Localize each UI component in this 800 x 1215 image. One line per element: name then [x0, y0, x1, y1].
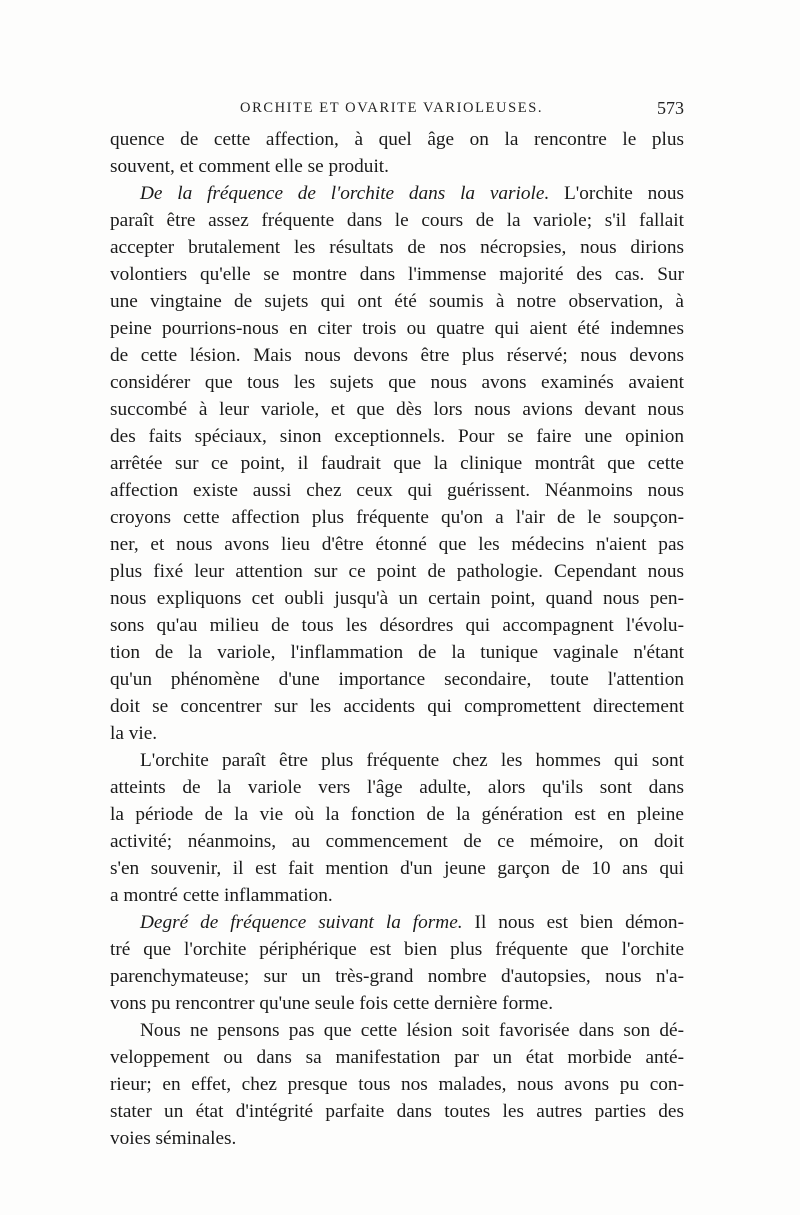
line-text: arrêtée sur ce point, il faudrait que la clinique montrât que cette: [110, 453, 684, 474]
text-line: [110, 882, 684, 909]
page-number: 573: [657, 98, 684, 118]
text-line: [110, 909, 684, 936]
text-line: [110, 423, 684, 450]
text-line: [110, 1071, 684, 1098]
text-line: [110, 1044, 684, 1071]
line-text: la période de la vie où la fonction de la génération est en pleine: [110, 804, 684, 825]
text-line: [110, 801, 684, 828]
text-line: [110, 1017, 684, 1044]
text-line: [110, 1098, 684, 1125]
text-line: [110, 990, 684, 1017]
text-line: [110, 450, 684, 477]
line-text: paraît être assez fréquente dans le cours de la variole; s'il fallait: [110, 210, 684, 231]
line-text: tré que l'orchite périphérique est bien plus fréquente que l'orchite: [110, 939, 684, 960]
text-line: [110, 774, 684, 801]
text-line: [110, 288, 684, 315]
line-text: Nous ne pensons pas que cette lésion soit favorisée dans son dé-: [140, 1020, 684, 1041]
text-line: [110, 693, 684, 720]
section-heading-italic: De la fréquence de l'orchite dans la variole.: [140, 183, 550, 204]
text-line: [110, 639, 684, 666]
line-text: une vingtaine de sujets qui ont été soumis à notre observation, à: [110, 291, 684, 312]
line-text: accepter brutalement les résultats de nos nécropsies, nous dirions: [110, 237, 684, 258]
text-line: [110, 207, 684, 234]
text-line: [110, 315, 684, 342]
running-head: [110, 100, 684, 124]
line-text: considérer que tous les sujets que nous avons examinés avaient: [110, 372, 684, 393]
line-text: qu'un phénomène d'une importance secondaire, toute l'attention: [110, 669, 684, 690]
text-line: [110, 477, 684, 504]
line-text: de cette lésion. Mais nous devons être plus réservé; nous devons: [110, 345, 684, 366]
line-text: L'orchite paraît être plus fréquente chez les hommes qui sont: [140, 750, 684, 771]
line-text: ner, et nous avons lieu d'être étonné que les médecins n'aient pas: [110, 534, 684, 555]
text-line: [110, 1125, 684, 1152]
line-text: activité; néanmoins, au commencement de ce mémoire, on doit: [110, 831, 684, 852]
text-line: [110, 126, 684, 153]
line-text: tion de la variole, l'inflammation de la tunique vaginale n'étant: [110, 642, 684, 663]
body-text: [110, 126, 684, 1152]
text-line: [110, 828, 684, 855]
text-line: [110, 936, 684, 963]
text-line: [110, 720, 684, 747]
line-text: des faits spéciaux, sinon exceptionnels. Pour se faire une opinion: [110, 426, 684, 447]
line-text: stater un état d'intégrité parfaite dans toutes les autres parties des: [110, 1101, 684, 1122]
text-line: [110, 666, 684, 693]
text-line: [110, 504, 684, 531]
line-text: nous expliquons cet oubli jusqu'à un certain point, quand nous pen-: [110, 588, 684, 609]
line-text: rieur; en effet, chez presque tous nos malades, nous avons pu con-: [110, 1074, 684, 1095]
line-text: sons qu'au milieu de tous les désordres qui accompagnent l'évolu-: [110, 615, 684, 636]
text-line: [110, 747, 684, 774]
line-text: L'orchite nous: [549, 183, 684, 204]
line-text: affection existe aussi chez ceux qui guérissent. Néanmoins nous: [110, 480, 684, 501]
text-line: [110, 558, 684, 585]
text-line: [110, 585, 684, 612]
line-text: quence de cette affection, à quel âge on la rencontre le plus: [110, 129, 684, 150]
line-text: souvent, et comment elle se produit.: [110, 156, 389, 177]
line-text: plus fixé leur attention sur ce point de pathologie. Cependant nous: [110, 561, 684, 582]
line-text: vons pu rencontrer qu'une seule fois cette dernière forme.: [110, 993, 554, 1014]
line-text: volontiers qu'elle se montre dans l'immense majorité des cas. Sur: [110, 264, 684, 285]
line-text: peine pourrions-nous en citer trois ou quatre qui aient été indemnes: [110, 318, 684, 339]
text-line: [110, 234, 684, 261]
line-text: la vie.: [110, 723, 158, 744]
line-text: voies séminales.: [110, 1128, 237, 1149]
line-text: doit se concentrer sur les accidents qui compromettent directement: [110, 696, 684, 717]
text-line: [110, 396, 684, 423]
text-line: [110, 180, 684, 207]
text-line: [110, 342, 684, 369]
line-text: veloppement ou dans sa manifestation par un état morbide anté-: [110, 1047, 684, 1068]
line-text: a montré cette inflammation.: [110, 885, 333, 906]
line-text: s'en souvenir, il est fait mention d'un jeune garçon de 10 ans qui: [110, 858, 684, 879]
text-line: [110, 153, 684, 180]
text-line: [110, 261, 684, 288]
text-line: [110, 612, 684, 639]
running-title: ORCHITE ET OVARITE VARIOLEUSES.: [240, 100, 544, 116]
text-line: [110, 855, 684, 882]
section-heading-italic: Degré de fréquence suivant la forme.: [140, 912, 463, 933]
line-text: Il nous est bien démon-: [462, 912, 684, 933]
line-text: atteints de la variole vers l'âge adulte, alors qu'ils sont dans: [110, 777, 684, 798]
line-text: parenchymateuse; sur un très-grand nombre d'autopsies, nous n'a-: [110, 966, 684, 987]
line-text: succombé à leur variole, et que dès lors nous avions devant nous: [110, 399, 684, 420]
text-line: [110, 369, 684, 396]
text-line: [110, 531, 684, 558]
line-text: croyons cette affection plus fréquente qu'on a l'air de le soupçon-: [110, 507, 684, 528]
text-line: [110, 963, 684, 990]
